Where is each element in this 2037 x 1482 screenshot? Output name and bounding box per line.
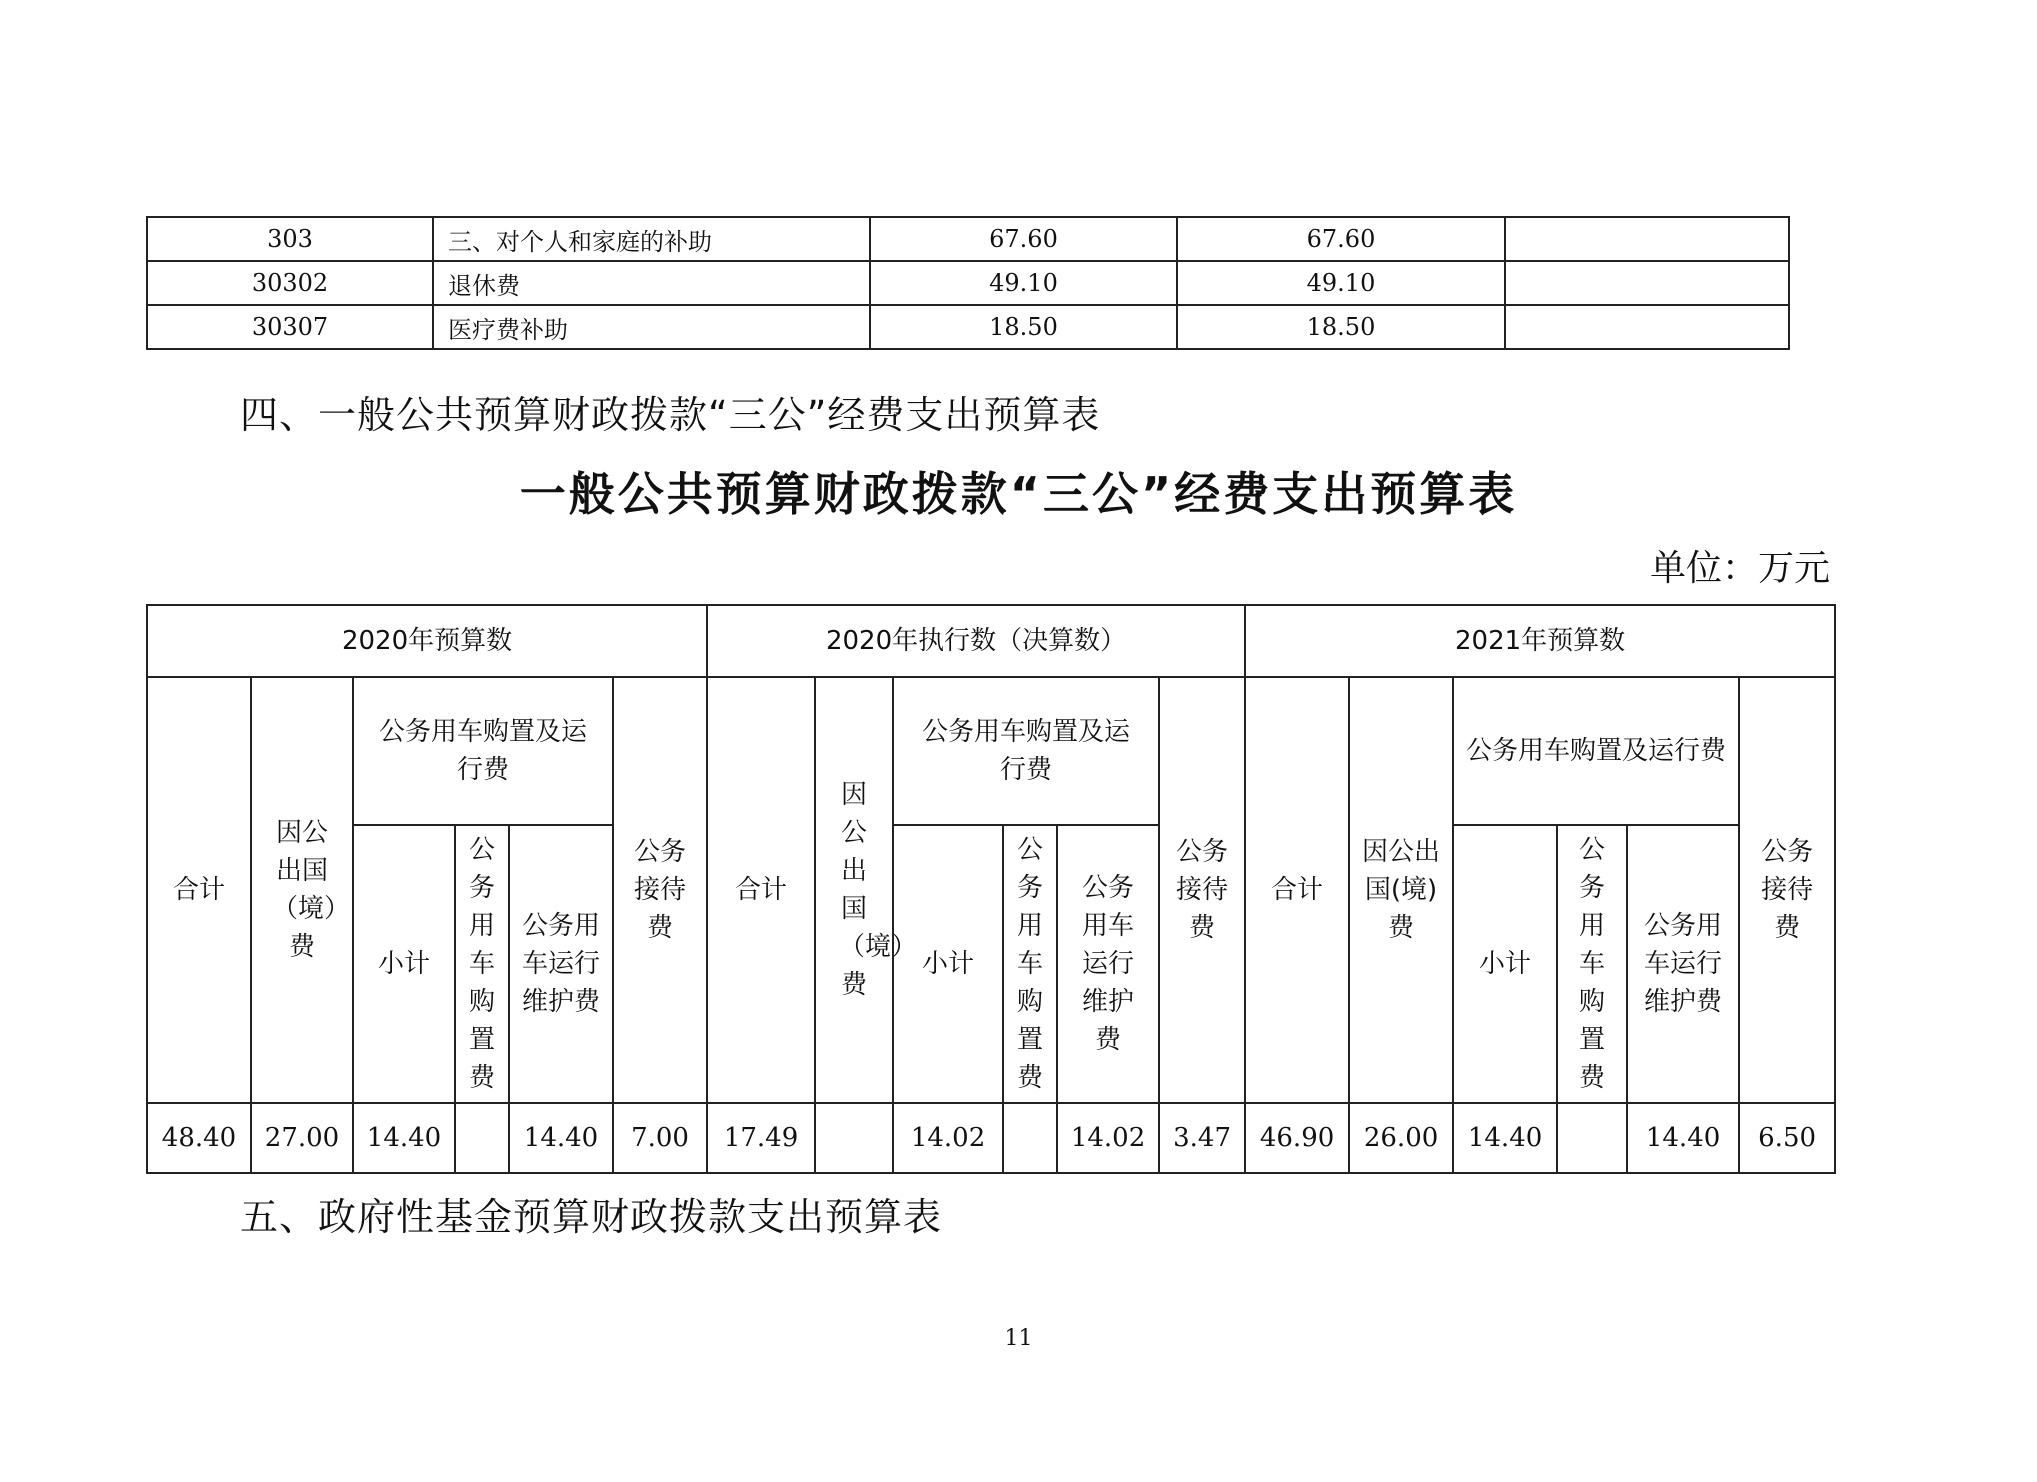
three-public-expenses-table	[146, 604, 1836, 1174]
header-reception-cell	[1739, 677, 1835, 1103]
value-cell	[815, 1103, 893, 1173]
value-cell: 14.02	[893, 1103, 1003, 1173]
table-row	[147, 305, 1789, 349]
row-value-2: 18.50	[1177, 305, 1505, 349]
value-cell	[1003, 1103, 1057, 1173]
header-subtotal: 小计	[1453, 825, 1557, 1103]
value-cell: 14.40	[509, 1103, 613, 1173]
row-code: 303	[147, 217, 433, 261]
row-code: 30307	[147, 305, 433, 349]
header-reception: 公务接待费	[1761, 837, 1814, 943]
expense-table-continued	[146, 216, 1790, 350]
group-header-2020-actual: 2020年执行数（决算数）	[707, 605, 1245, 677]
value-cell: 7.00	[613, 1103, 707, 1173]
header-purchase: 公务用车购置费	[1017, 835, 1044, 1093]
header-maintain-cell	[1057, 825, 1159, 1103]
value-cell: 14.40	[1627, 1103, 1739, 1173]
header-vehicle: 公务用车购置及运行费	[378, 717, 587, 785]
value-cell: 14.02	[1057, 1103, 1159, 1173]
section-4-heading: 四、一般公共预算财政拨款“三公”经费支出预算表	[240, 393, 1101, 437]
header-total: 合计	[1245, 677, 1349, 1103]
header-reception-cell	[613, 677, 707, 1103]
value-cell: 14.40	[1453, 1103, 1557, 1173]
header-subtotal: 小计	[353, 825, 455, 1103]
row-value-3	[1505, 261, 1789, 305]
header-maintain: 公务用车运行维护费	[1644, 911, 1723, 1017]
row-name: 三、对个人和家庭的补助	[433, 217, 870, 261]
value-cell	[1557, 1103, 1627, 1173]
header-purchase-cell	[1557, 825, 1627, 1103]
row-value-1: 18.50	[870, 305, 1177, 349]
header-purchase-cell	[455, 825, 509, 1103]
header-reception: 公务接待费	[634, 837, 687, 943]
header-total: 合计	[707, 677, 815, 1103]
header-abroad: 因公出国(境)费	[1362, 837, 1441, 943]
table-title: 一般公共预算财政拨款“三公”经费支出预算表	[519, 467, 1518, 521]
row-value-1: 49.10	[870, 261, 1177, 305]
value-cell: 46.90	[1245, 1103, 1349, 1173]
header-vehicle: 公务用车购置及运行费	[922, 717, 1131, 785]
header-purchase: 公务用车购置费	[468, 835, 495, 1093]
header-vehicle-cell	[893, 677, 1159, 825]
row-value-3	[1505, 305, 1789, 349]
section-5-heading: 五、政府性基金预算财政拨款支出预算表	[240, 1195, 943, 1239]
header-reception-cell	[1159, 677, 1245, 1103]
header-subtotal: 小计	[893, 825, 1003, 1103]
header-vehicle-cell	[353, 677, 613, 825]
header-abroad-cell	[1349, 677, 1453, 1103]
table-row	[147, 261, 1789, 305]
group-header-2021-budget: 2021年预算数	[1245, 605, 1835, 677]
row-value-2: 49.10	[1177, 261, 1505, 305]
header-purchase-cell	[1003, 825, 1057, 1103]
page-number: 11	[1004, 1326, 1033, 1351]
header-abroad-cell	[251, 677, 353, 1103]
header-abroad: 因公出国（境）费	[272, 818, 351, 962]
group-header-2020-budget: 2020年预算数	[147, 605, 707, 677]
row-value-2: 67.60	[1177, 217, 1505, 261]
row-value-3	[1505, 217, 1789, 261]
header-maintain: 公务用车运行维护费	[521, 911, 600, 1017]
unit-label: 单位：万元	[1649, 548, 1830, 589]
row-name: 退休费	[433, 261, 870, 305]
table-row	[147, 217, 1789, 261]
header-maintain-cell	[1627, 825, 1739, 1103]
header-abroad: 因公出国（境）费	[839, 780, 918, 1000]
header-total: 合计	[147, 677, 251, 1103]
header-maintain-cell	[509, 825, 613, 1103]
row-value-1: 67.60	[870, 217, 1177, 261]
header-maintain: 公务用车运行维护费	[1082, 873, 1135, 1055]
header-reception: 公务接待费	[1176, 837, 1229, 943]
value-cell: 17.49	[707, 1103, 815, 1173]
header-purchase: 公务用车购置费	[1579, 835, 1606, 1093]
header-abroad-cell	[815, 677, 918, 1103]
value-cell: 48.40	[147, 1103, 251, 1173]
value-cell	[455, 1103, 509, 1173]
header-vehicle: 公务用车购置及运行费	[1466, 736, 1727, 766]
row-name: 医疗费补助	[433, 305, 870, 349]
value-cell: 3.47	[1159, 1103, 1245, 1173]
row-code: 30302	[147, 261, 433, 305]
value-cell: 14.40	[353, 1103, 455, 1173]
header-vehicle-cell	[1453, 677, 1739, 825]
value-cell: 6.50	[1739, 1103, 1835, 1173]
value-cell: 27.00	[251, 1103, 353, 1173]
table-row	[147, 1103, 1835, 1173]
value-cell: 26.00	[1349, 1103, 1453, 1173]
